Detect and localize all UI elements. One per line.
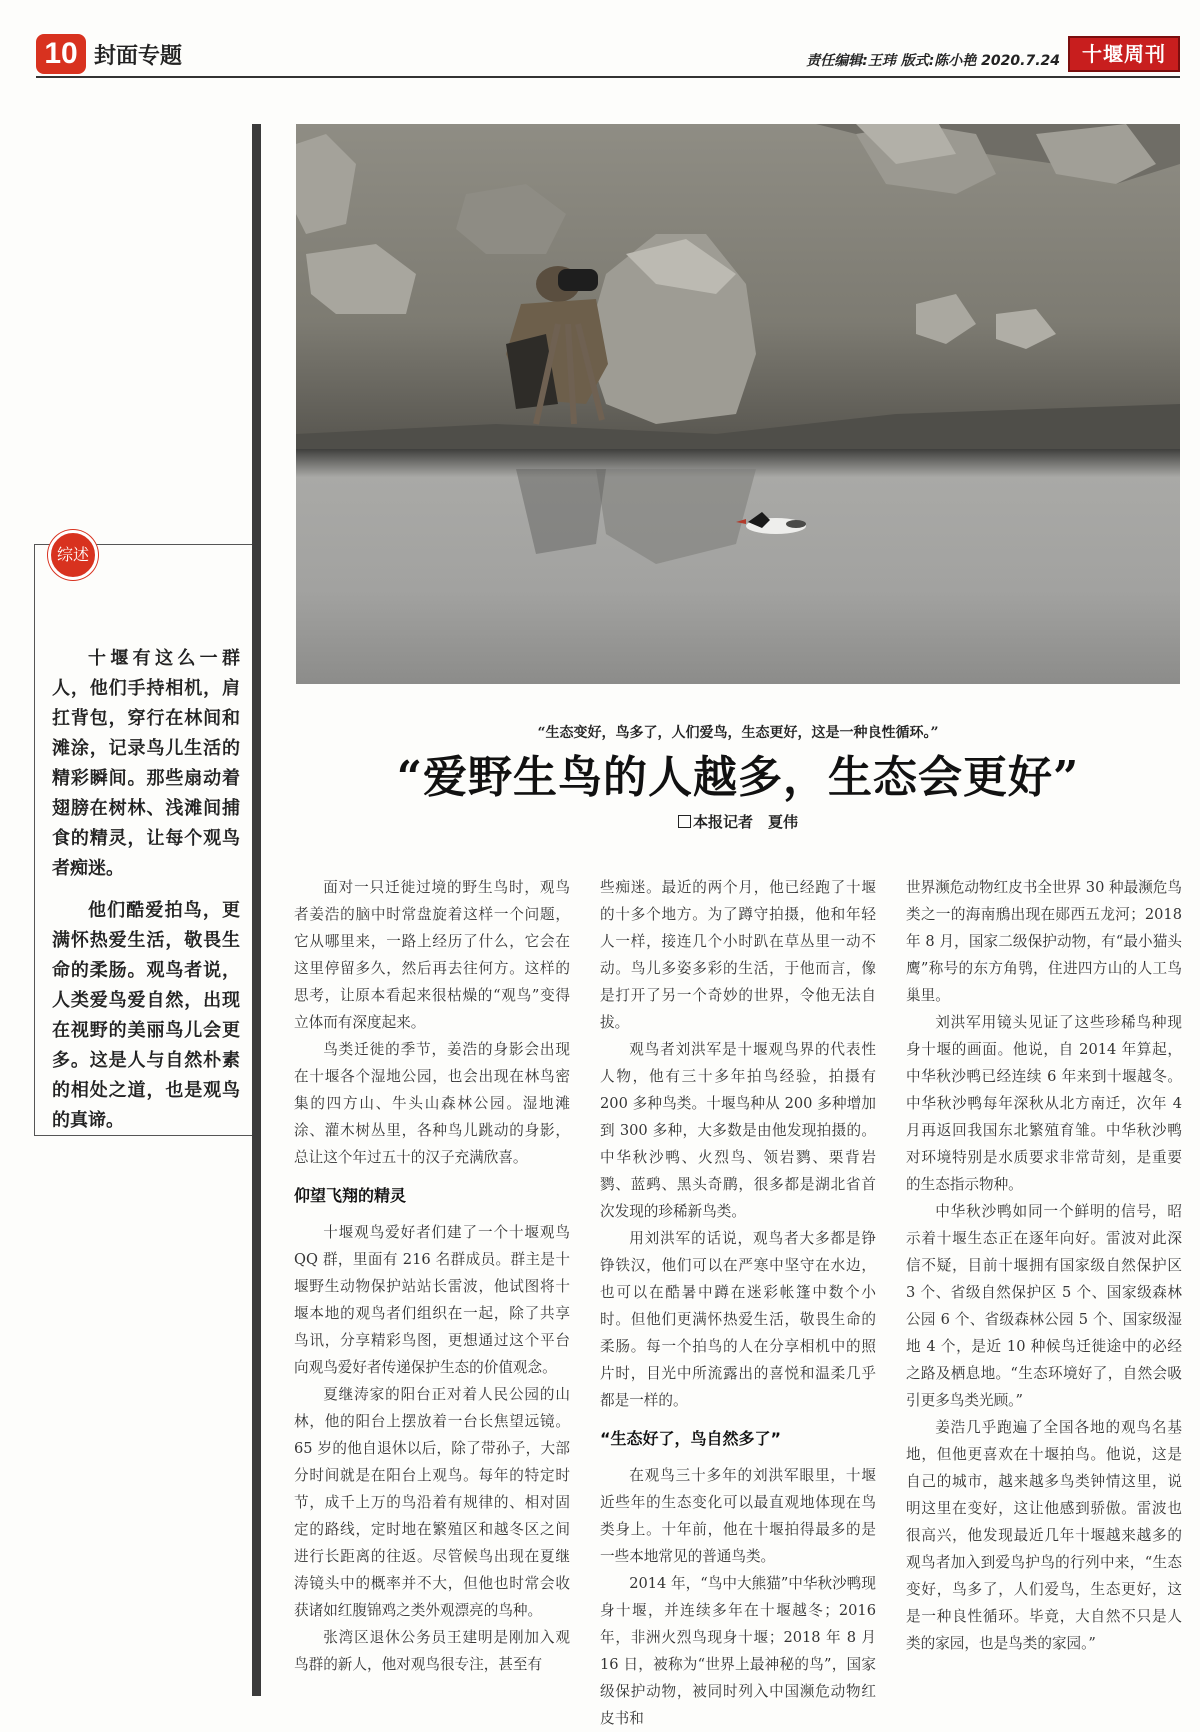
masthead-logo: 十堰周刊 — [1068, 36, 1180, 72]
article-title: “爱野生鸟的人越多，生态会更好” — [396, 752, 1080, 803]
byline — [296, 812, 1180, 832]
subheading: “生态好了，鸟自然多了” — [600, 1429, 782, 1448]
article-column-1 — [294, 874, 570, 1678]
pull-quote: “生态变好，鸟多了，人们爱鸟，生态更好，这是一种良性循环。” — [537, 725, 939, 741]
body-paragraph: 观鸟者刘洪军是十堰观鸟界的代表性人物，他有三十多年拍鸟经验，拍摄有 200 多种鸟类。十堰鸟种从 200 多种增加到 300 多种，大多数是由他发现拍摄的。中华秋沙鸭、火烈鸟、领岩鹨、栗背岩鹨、蓝鹀、黑头奇鹛，很多都是湖北省首次发现的珍稀新鸟类。 — [600, 1041, 876, 1220]
editor-credits: 责任编辑:王玮 版式:陈小艳 2020.7.24 — [806, 53, 1060, 69]
left-divider-bar — [252, 124, 261, 1696]
photo-illustration — [296, 124, 1180, 684]
page-number: 10 — [36, 34, 86, 74]
body-paragraph: 张湾区退休公务员王建明是刚加入观鸟群的新人，他对观鸟很专注，甚至有 — [294, 1629, 570, 1673]
body-paragraph: 中华秋沙鸭如同一个鲜明的信号，昭示着十堰生态正在逐年向好。雷波对此深信不疑，目前十堰拥有国家级自然保护区 3 个、省级自然保护区 5 个、国家级森林公园 6 个、省级森林公园 5 个、国家级湿地 4 个，是近 10 种候鸟迁徙途中的必经之路及栖息地。“生态环境好了，自然会吸引更多鸟类光顾。” — [906, 1203, 1182, 1409]
body-paragraph: 用刘洪军的话说，观鸟者大多都是铮铮铁汉，他们可以在严寒中坚守在水边，也可以在酷暑中蹲在迷彩帐篷中数个小时。但他们更满怀热爱生活，敬畏生命的柔肠。每一个拍鸟的人在分享相机中的照片时，目光中所流露出的喜悦和温柔几乎都是一样的。 — [600, 1230, 876, 1409]
summary-text — [52, 644, 240, 1148]
body-paragraph: 在观鸟三十多年的刘洪军眼里，十堰近些年的生态变化可以最直观地体现在鸟类身上。十年前，他在十堰拍得最多的是一些本地常见的普通鸟类。 — [600, 1467, 876, 1565]
byline-text: 本报记者 夏伟 — [692, 813, 798, 831]
body-paragraph: 姜浩几乎跑遍了全国各地的观鸟名基地，但他更喜欢在十堰拍鸟。他说，这是自己的城市，越来越多鸟类钟情这里，说明这里在变好，这让他感到骄傲。雷波也很高兴，他发现最近几年十堰越来越多的观鸟者加入到爱鸟护鸟的行列中来，“生态变好，鸟多了，人们爱鸟，生态更好，这是一种良性循环。毕竟，大自然不只是人类的家园，也是鸟类的家园。” — [906, 1419, 1182, 1652]
body-paragraph: 刘洪军用镜头见证了这些珍稀鸟种现身十堰的画面。他说，自 2014 年算起，中华秋沙鸭已经连续 6 年来到十堰越冬。中华秋沙鸭每年深秋从北方南迁，次年 4 月再返回我国东北繁殖育雏。中华秋沙鸭对环境特别是水质要求非常苛刻，是重要的生态指示物种。 — [906, 1014, 1182, 1193]
section-name: 封面专题 — [94, 44, 183, 69]
body-paragraph: 些痴迷。最近的两个月，他已经跑了十堰的十多个地方。为了蹲守拍摄，他和年轻人一样，接连几个小时趴在草丛里一动不动。鸟儿多姿多彩的生活，于他而言，像是打开了另一个奇妙的世界，令他无法自拔。 — [600, 879, 876, 1031]
summary-paragraph: 十堰有这么一群人，他们手持相机，肩扛背包，穿行在林间和滩涂，记录鸟儿生活的精彩瞬间。那些扇动着翅膀在树林、浅滩间捕食的精灵，让每个观鸟者痴迷。 — [52, 648, 240, 879]
body-paragraph: 世界濒危动物红皮书全世界 30 种最濒危鸟类之一的海南鳽出现在郧西五龙河；2018 年 8 月，国家二级保护动物，有“最小猫头鹰”称号的东方角鸮，住进四方山的人工鸟巢里。 — [906, 879, 1182, 1004]
subheading: 仰望飞翔的精灵 — [294, 1186, 407, 1205]
body-paragraph: 2014 年，“鸟中大熊猫”中华秋沙鸭现身十堰，并连续多年在十堰越冬；2016 年，非洲火烈鸟现身十堰；2018 年 8 月 16 日，被称为“世界上最神秘的鸟”，国家级保护动物，被同时列入中国濒危动物红皮书和 — [600, 1575, 876, 1727]
birdwatcher-photo — [296, 124, 1180, 684]
summary-paragraph: 他们酷爱拍鸟，更满怀热爱生活，敬畏生命的柔肠。观鸟者说，人类爱鸟爱自然，出现在视野的美丽鸟儿会更多。这是人与自然朴素的相处之道，也是观鸟的真谛。 — [52, 900, 240, 1131]
body-paragraph: 鸟类迁徙的季节，姜浩的身影会出现在十堰各个湿地公园，也会出现在林鸟密集的四方山、牛头山森林公园。湿地滩涂、灌木树丛里，各种鸟儿跳动的身影，总让这个年过五十的汉子充满欣喜。 — [294, 1041, 570, 1166]
body-paragraph: 十堰观鸟爱好者们建了一个十堰观鸟 QQ 群，里面有 216 名群成员。群主是十堰野生动物保护站站长雷波，他试图将十堰本地的观鸟者们组织在一起，除了共享鸟讯，分享精彩鸟图，更想通过这个平台向观鸟爱好者传递保护生态的价值观念。 — [294, 1224, 570, 1376]
header-rule — [36, 76, 1180, 78]
article-column-3 — [906, 874, 1182, 1657]
summary-badge: 综述 — [48, 530, 98, 580]
byline-box-icon — [678, 815, 691, 828]
body-paragraph: 夏继涛家的阳台正对着人民公园的山林，他的阳台上摆放着一台长焦望远镜。65 岁的他自退休以后，除了带孙子，大部分时间就是在阳台上观鸟。每年的特定时节，成千上万的鸟沿着有规律的、相对固定的路线，定时地在繁殖区和越冬区之间进行长距离的往返。尽管候鸟出现在夏继涛镜头中的概率并不大，但他也时常会收获诸如红腹锦鸡之类外观漂亮的鸟种。 — [294, 1386, 570, 1619]
body-paragraph: 面对一只迁徙过境的野生鸟时，观鸟者姜浩的脑中时常盘旋着这样一个问题，它从哪里来，一路上经历了什么，它会在这里停留多久，然后再去往何方。这样的思考，让原本看起来很枯燥的“观鸟”变得立体而有深度起来。 — [294, 879, 570, 1031]
article-column-2 — [600, 874, 876, 1732]
